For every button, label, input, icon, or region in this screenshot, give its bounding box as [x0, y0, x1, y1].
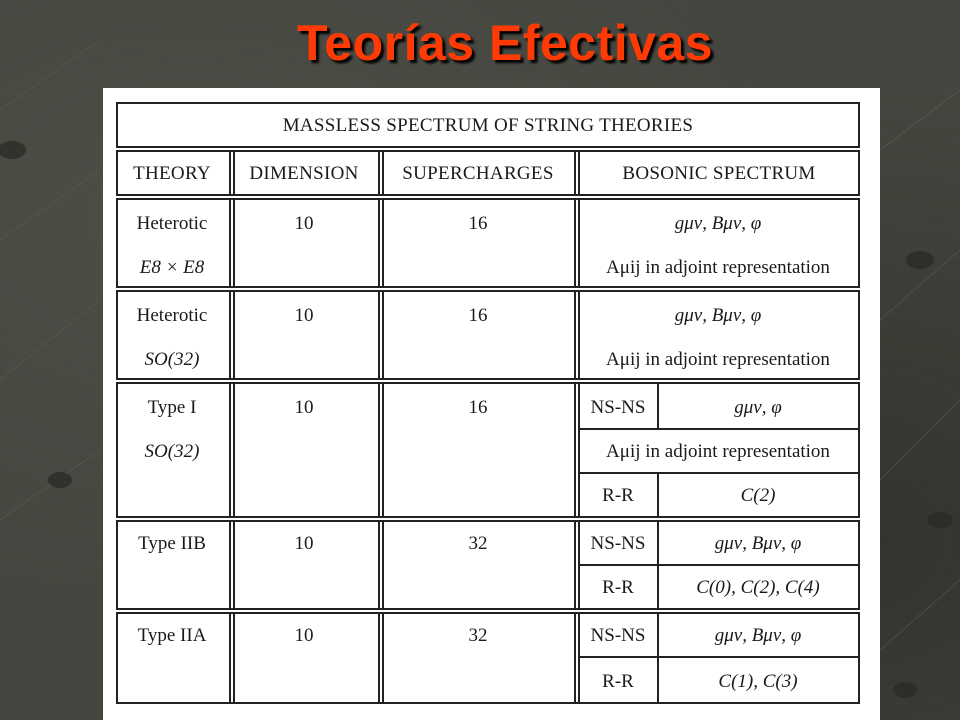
col-divider [378, 520, 380, 610]
col-divider [574, 150, 576, 196]
col-divider [578, 198, 580, 288]
theory-name: Heterotic [136, 213, 208, 234]
supercharges-value: 32 [468, 625, 488, 646]
col-divider [229, 150, 231, 196]
slide-title: Teorías Efectivas [296, 15, 714, 71]
col-divider [382, 520, 384, 610]
spectrum-fields: gμν, Bμν, φ [674, 213, 762, 234]
sector-fields: Aμij in adjoint representation [606, 441, 830, 462]
col-divider [382, 150, 384, 196]
col-divider [578, 150, 580, 196]
col-divider [229, 290, 231, 380]
header-dimension: DIMENSION [249, 163, 359, 184]
col-divider [229, 612, 231, 704]
theory-name: Type IIB [138, 533, 206, 554]
col-divider [229, 382, 231, 518]
col-divider [229, 198, 231, 288]
sector-divider [657, 472, 659, 518]
col-divider [378, 382, 380, 518]
header-supercharges: SUPERCHARGES [402, 163, 554, 184]
supercharges-value: 16 [468, 397, 488, 418]
dimension-value: 10 [294, 397, 314, 418]
sector-divider [657, 612, 659, 704]
sector-fields: C(1), C(3) [718, 671, 798, 692]
col-divider [574, 290, 576, 380]
sector-label: R-R [602, 485, 634, 506]
col-divider [233, 290, 235, 380]
dimension-value: 10 [294, 625, 314, 646]
col-divider [578, 382, 580, 518]
col-divider [233, 612, 235, 704]
theory-group: SO(32) [144, 441, 200, 462]
col-divider [578, 290, 580, 380]
col-divider [574, 198, 576, 288]
spectrum-gauge-fields: Aμij in adjoint representation [606, 257, 830, 278]
header-theory: THEORY [133, 163, 211, 184]
col-divider [574, 520, 576, 610]
col-divider [382, 612, 384, 704]
col-divider [378, 290, 380, 380]
theory-group: SO(32) [144, 349, 200, 370]
sector-fields: C(0), C(2), C(4) [696, 577, 820, 598]
table-caption: MASSLESS SPECTRUM OF STRING THEORIES [282, 115, 694, 136]
col-divider [233, 520, 235, 610]
spectrum-fields: gμν, Bμν, φ [674, 305, 762, 326]
dimension-value: 10 [294, 533, 314, 554]
col-divider [378, 612, 380, 704]
col-divider [378, 150, 380, 196]
col-divider [574, 612, 576, 704]
sector-divider [657, 382, 659, 428]
col-divider [578, 612, 580, 704]
col-divider [574, 382, 576, 518]
spectrum-gauge-fields: Aμij in adjoint representation [606, 349, 830, 370]
theory-name: Heterotic [136, 305, 208, 326]
sector-label: R-R [602, 671, 634, 692]
col-divider [382, 198, 384, 288]
col-divider [378, 198, 380, 288]
sector-divider [578, 564, 858, 566]
dimension-value: 10 [294, 213, 314, 234]
theory-name: Type I [147, 397, 197, 418]
supercharges-value: 16 [468, 213, 488, 234]
sector-fields: C(2) [740, 485, 776, 506]
sector-divider [578, 472, 858, 474]
col-divider [233, 150, 235, 196]
sector-label: NS-NS [590, 533, 646, 554]
string-theory-table-image [103, 88, 880, 720]
sector-fields: gμν, Bμν, φ [714, 533, 802, 554]
col-divider [382, 290, 384, 380]
col-divider [382, 382, 384, 518]
sector-fields: gμν, Bμν, φ [714, 625, 802, 646]
sector-label: NS-NS [590, 397, 646, 418]
theory-group: E8 × E8 [139, 257, 205, 278]
theory-name: Type IIA [137, 625, 207, 646]
sector-divider [578, 656, 858, 658]
supercharges-value: 16 [468, 305, 488, 326]
sector-label: NS-NS [590, 625, 646, 646]
supercharges-value: 32 [468, 533, 488, 554]
col-divider [233, 198, 235, 288]
col-divider [233, 382, 235, 518]
sector-label: R-R [602, 577, 634, 598]
sector-fields: gμν, φ [734, 397, 782, 418]
sector-divider [578, 428, 858, 430]
dimension-value: 10 [294, 305, 314, 326]
header-bosonic-spectrum: BOSONIC SPECTRUM [622, 163, 816, 184]
col-divider [229, 520, 231, 610]
